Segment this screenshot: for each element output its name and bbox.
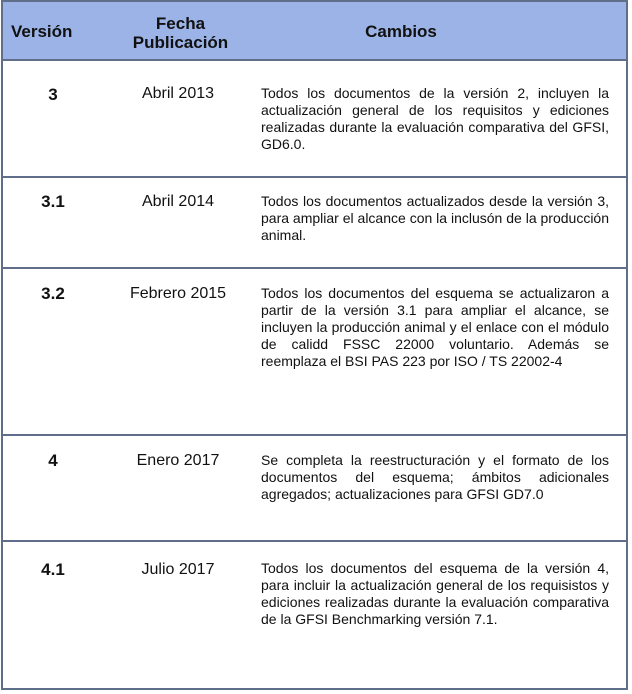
header-fecha-line1: Fecha xyxy=(155,14,206,33)
row-cambios: Se completa la reestructuración y el formato de los documentos del esquema; ámbitos adicionales agregados; actualizaciones para GFSI GD7.0 xyxy=(261,452,609,502)
row-cambios: Todos los documentos actualizados desde la versión 3, para ampliar el alcance con la inclusón de la producción animal. xyxy=(261,193,609,243)
row-fecha: Julio 2017 xyxy=(141,561,215,578)
table-row xyxy=(3,61,626,178)
header-fecha-line2: Publicación xyxy=(132,33,229,52)
version-history-table xyxy=(1,0,628,690)
row-cambios: Todos los documentos de la versión 2, incluyen la actualización general de los requisitos y ediciones realizadas durante la evaluación comparativa del GFSI, GD6.0. xyxy=(261,85,609,152)
table-row xyxy=(3,542,626,688)
header-fecha xyxy=(113,14,248,52)
row-cambios: Todos los documentos del esquema de la versión 4, para incluir la actualización general de los requisistos y ediciones realizadas durante la evaluación comparativa de la GFSI Benchmarking versión 7.1. xyxy=(261,560,609,627)
header-cambios: Cambios xyxy=(365,22,437,41)
table-row xyxy=(3,436,626,542)
table-header xyxy=(3,2,626,61)
row-fecha: Abril 2013 xyxy=(141,85,215,102)
table-row xyxy=(3,269,626,436)
row-fecha: Febrero 2015 xyxy=(129,285,227,302)
row-version: 3 xyxy=(48,85,58,104)
row-version: 3.1 xyxy=(41,192,65,211)
row-cambios: Todos los documentos del esquema se actualizaron a partir de la versión 3.1 para ampliar el alcance, se incluyen la producción animal y el enlace con el módulo de calidd FSSC 22000 voluntario. Además se reemplaza el BSI PAS 223 por ISO / TS 22002-4 xyxy=(261,285,609,369)
row-fecha: Abril 2014 xyxy=(141,193,215,210)
row-version: 4 xyxy=(48,451,58,470)
row-version: 3.2 xyxy=(41,284,65,303)
row-fecha: Enero 2017 xyxy=(136,452,220,469)
row-version: 4.1 xyxy=(41,560,65,579)
table-row xyxy=(3,178,626,269)
header-version: Versión xyxy=(11,22,73,41)
